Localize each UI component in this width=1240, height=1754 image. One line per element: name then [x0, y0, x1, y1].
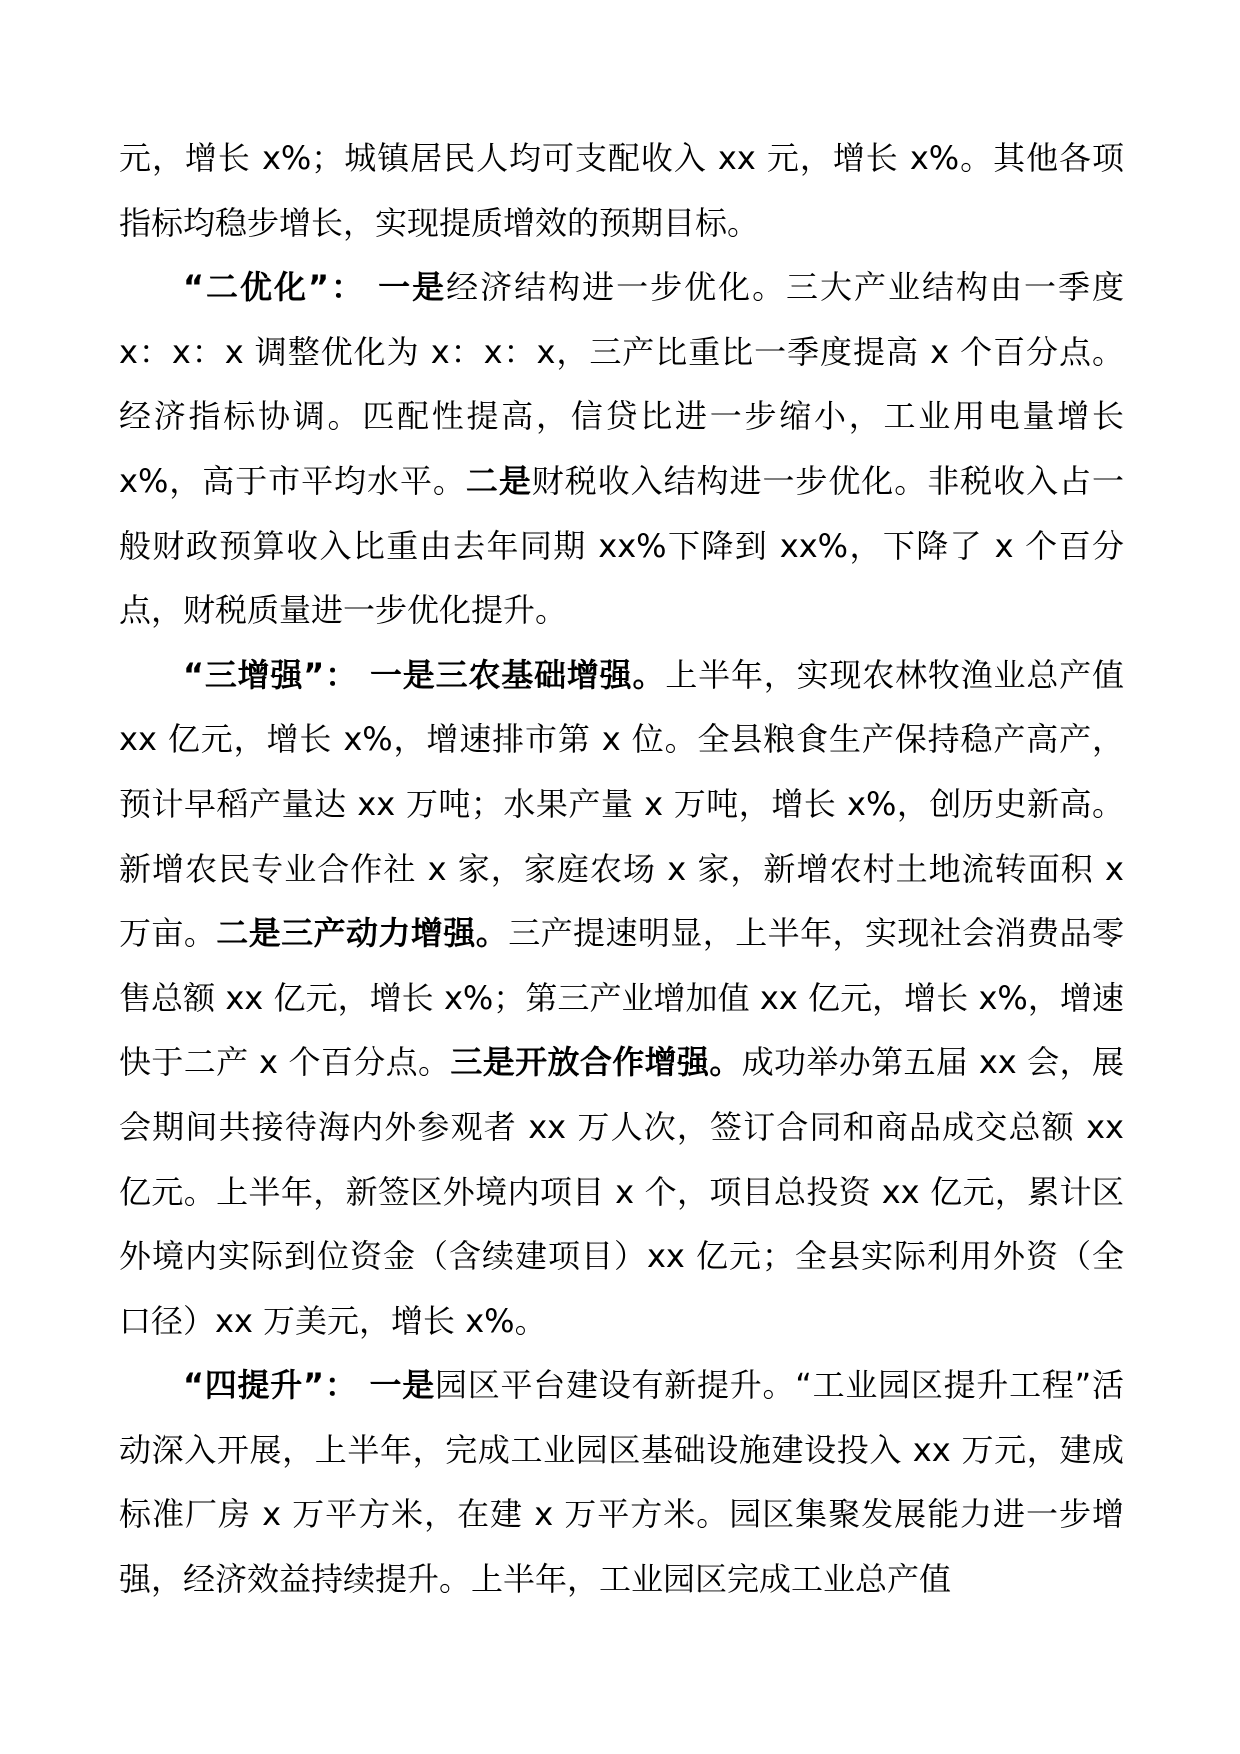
paragraph-text: 元，增长 x%；城镇居民人均可支配收入 xx 元，增长 x%。其他各项指标均稳步增长，实现提质增效的预期目标。: [119, 139, 1124, 242]
section-heading-two-optimizations: “二优化”： 一是: [183, 268, 447, 307]
paragraph-text: 成功举办第五届 xx 会，展会期间共接待海内外参观者 xx 万人次，签订合同和商品成交总额 xx 亿元。上半年，新签区外境内项目 x 个，项目总投资 xx 亿元，累计区外境内实际到位资金（含续建项目）xx 亿元；全县实际利用外资（全口径）xx 万美元，增长 x%。: [119, 1043, 1124, 1340]
point-label-second: 二是三产动力增强。: [216, 914, 509, 953]
paragraph-four-improvements: [119, 1353, 1124, 1611]
paragraph-text: 三产提速明显，上半年，实现社会消费品零售总额 xx 亿元，增长 x%；第三产业增加值 xx 亿元，增长 x%，增速快于二产 x 个百分点。: [119, 914, 1124, 1082]
paragraph-text: 上半年，实现农林牧渔业总产值 xx 亿元，增长 x%，增速排市第 x 位。全县粮食生产保持稳产高产，预计早稻产量达 xx 万吨；水果产量 x 万吨，增长 x%，创历史新高。新增农民专业合作社 x 家，家庭农场 x 家，新增农村土地流转面积 x 万亩。: [119, 655, 1124, 953]
paragraph-text: 财税收入结构进一步优化。非税收入占一般财政预算收入比重由去年同期 xx%下降到 xx%，下降了 x 个百分点，财税质量进一步优化提升。: [119, 461, 1124, 630]
paragraph-three-strengthenings: [119, 643, 1124, 1354]
point-label-second: 二是: [465, 461, 532, 500]
paragraph-text: 经济结构进一步优化。三大产业结构由一季度 x：x：x 调整优化为 x：x：x，三产比重比一季度提高 x 个百分点。经济指标协调。匹配性提高，信贷比进一步缩小，工业用电量增长 x%，高于市平均水平。: [119, 268, 1124, 500]
paragraph-income-summary: [119, 126, 1124, 255]
paragraph-two-optimizations: [119, 255, 1124, 643]
point-label-third: 三是开放合作增强。: [450, 1043, 742, 1082]
section-heading-three-strengthenings: “三增强”： 一是三农基础增强。: [183, 655, 666, 694]
section-heading-four-improvements: “四提升”： 一是: [183, 1366, 435, 1405]
document-body: [119, 126, 1124, 1612]
paragraph-text: 园区平台建设有新提升。“工业园区提升工程”活动深入开展，上半年，完成工业园区基础设施建设投入 xx 万元，建成标准厂房 x 万平方米，在建 x 万平方米。园区集聚发展能力进一步增强，经济效益持续提升。上半年，工业园区完成工业总产值: [119, 1366, 1124, 1599]
